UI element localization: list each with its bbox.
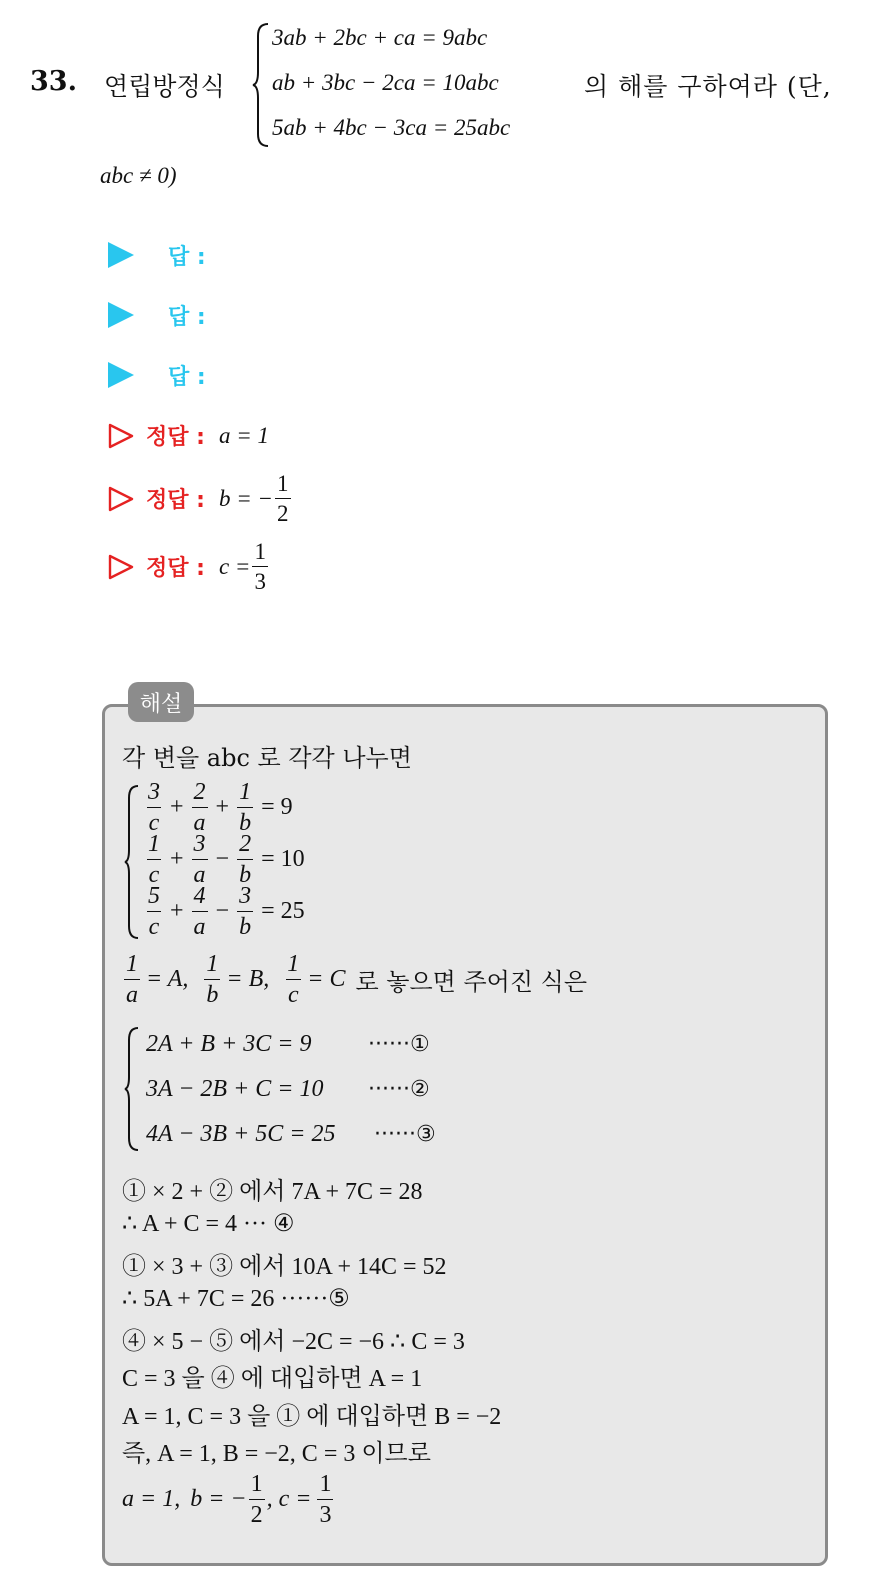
solution-step-5: ④ × 5 − ⑤ 에서 −2C = −6 ∴ C = 3 [122, 1329, 465, 1355]
fraction-eq-row-2: $\frac{1}{c}$ + $\frac{3}{a}$ − $\frac{2}{b}$ = 10 [148, 831, 305, 888]
solution-step-6: C = 3 을 ④ 에 대입하면 A = 1 [122, 1366, 423, 1392]
solution-step-3: ① × 3 + ③ 에서 10A + 14C = 52 [122, 1254, 447, 1280]
key-row-c [108, 540, 270, 593]
solution-final: a = 1, b = − $\frac{1}{2}$ , c = $\frac{1}{3}$ [122, 1471, 332, 1528]
substitution-line: $\frac{1}{a}$ = A, $\frac{1}{b}$ = B, $\frac{1}{c}$ = C 로 놓으면 주어진 식은 [126, 951, 588, 1008]
solution-step-4: ∴ 5A + 7C = 26 ······⑤ [122, 1286, 350, 1312]
solution-tag: 해설 [128, 682, 194, 722]
key-row-b [108, 472, 293, 525]
answer-label: 답 : [168, 364, 206, 390]
fraction-eq-row-1: $\frac{3}{c}$ + $\frac{2}{a}$ + $\frac{1}{b}$ = 9 [148, 779, 293, 836]
equation-3: 5ab + 4bc − 3ca = 25abc [272, 115, 511, 140]
question-number: 33. [30, 66, 77, 97]
triangle-outline-icon [108, 486, 134, 512]
solution-step-7: A = 1, C = 3 을 ① 에 대입하면 B = −2 [122, 1404, 502, 1430]
key-value-b-prefix: b = − [218, 485, 274, 511]
system2-row-1: 2A + B + 3C = 9 ······① [146, 1031, 430, 1057]
triangle-outline-icon [108, 554, 134, 580]
system-brace [252, 22, 270, 148]
system2-row-3: 4A − 3B + 5C = 25 ······③ [146, 1121, 436, 1147]
key-label: 정답 : [146, 425, 205, 450]
fraction-eq-row-3: $\frac{5}{c}$ + $\frac{4}{a}$ − $\frac{3}{b}$ = 25 [148, 883, 305, 940]
answer-label: 답 : [168, 304, 206, 330]
question-condition: abc ≠ 0) [100, 163, 177, 188]
fraction-system-brace [124, 784, 140, 940]
answer-row[interactable] [108, 240, 206, 270]
answer-row[interactable] [108, 300, 206, 330]
key-row-a [108, 420, 269, 451]
answer-row[interactable] [108, 360, 206, 390]
solution-step-2: ∴ A + C = 4 ··· ④ [122, 1211, 295, 1237]
fraction: $\frac{1}{3}$ [254, 539, 266, 594]
system2-brace [124, 1026, 140, 1152]
triangle-outline-icon [108, 423, 134, 449]
equation-1: 3ab + 2bc + ca = 9abc [272, 25, 488, 50]
key-label: 정답 : [146, 556, 205, 581]
question-lead-text: 연립방정식 [104, 72, 225, 101]
key-label: 정답 : [146, 488, 205, 513]
equation-2: ab + 3bc − 2ca = 10abc [272, 70, 499, 95]
answer-label: 답 : [168, 244, 206, 270]
system2-row-2: 3A − 2B + C = 10 ······② [146, 1076, 430, 1102]
solution-step-8: 즉, A = 1, B = −2, C = 3 이므로 [122, 1441, 431, 1467]
key-value-a: a = 1 [218, 422, 269, 448]
fraction: $\frac{1}{2}$ [277, 471, 289, 526]
solution-step-1: ① × 2 + ② 에서 7A + 7C = 28 [122, 1179, 423, 1205]
question-tail-text: 의 해를 구하여라 (단, [584, 72, 832, 101]
solution-intro: 각 변을 abc 로 각각 나누면 [122, 744, 412, 772]
triangle-filled-icon [108, 242, 134, 268]
triangle-filled-icon [108, 362, 134, 388]
triangle-filled-icon [108, 302, 134, 328]
key-value-c-prefix: c = [218, 553, 251, 579]
